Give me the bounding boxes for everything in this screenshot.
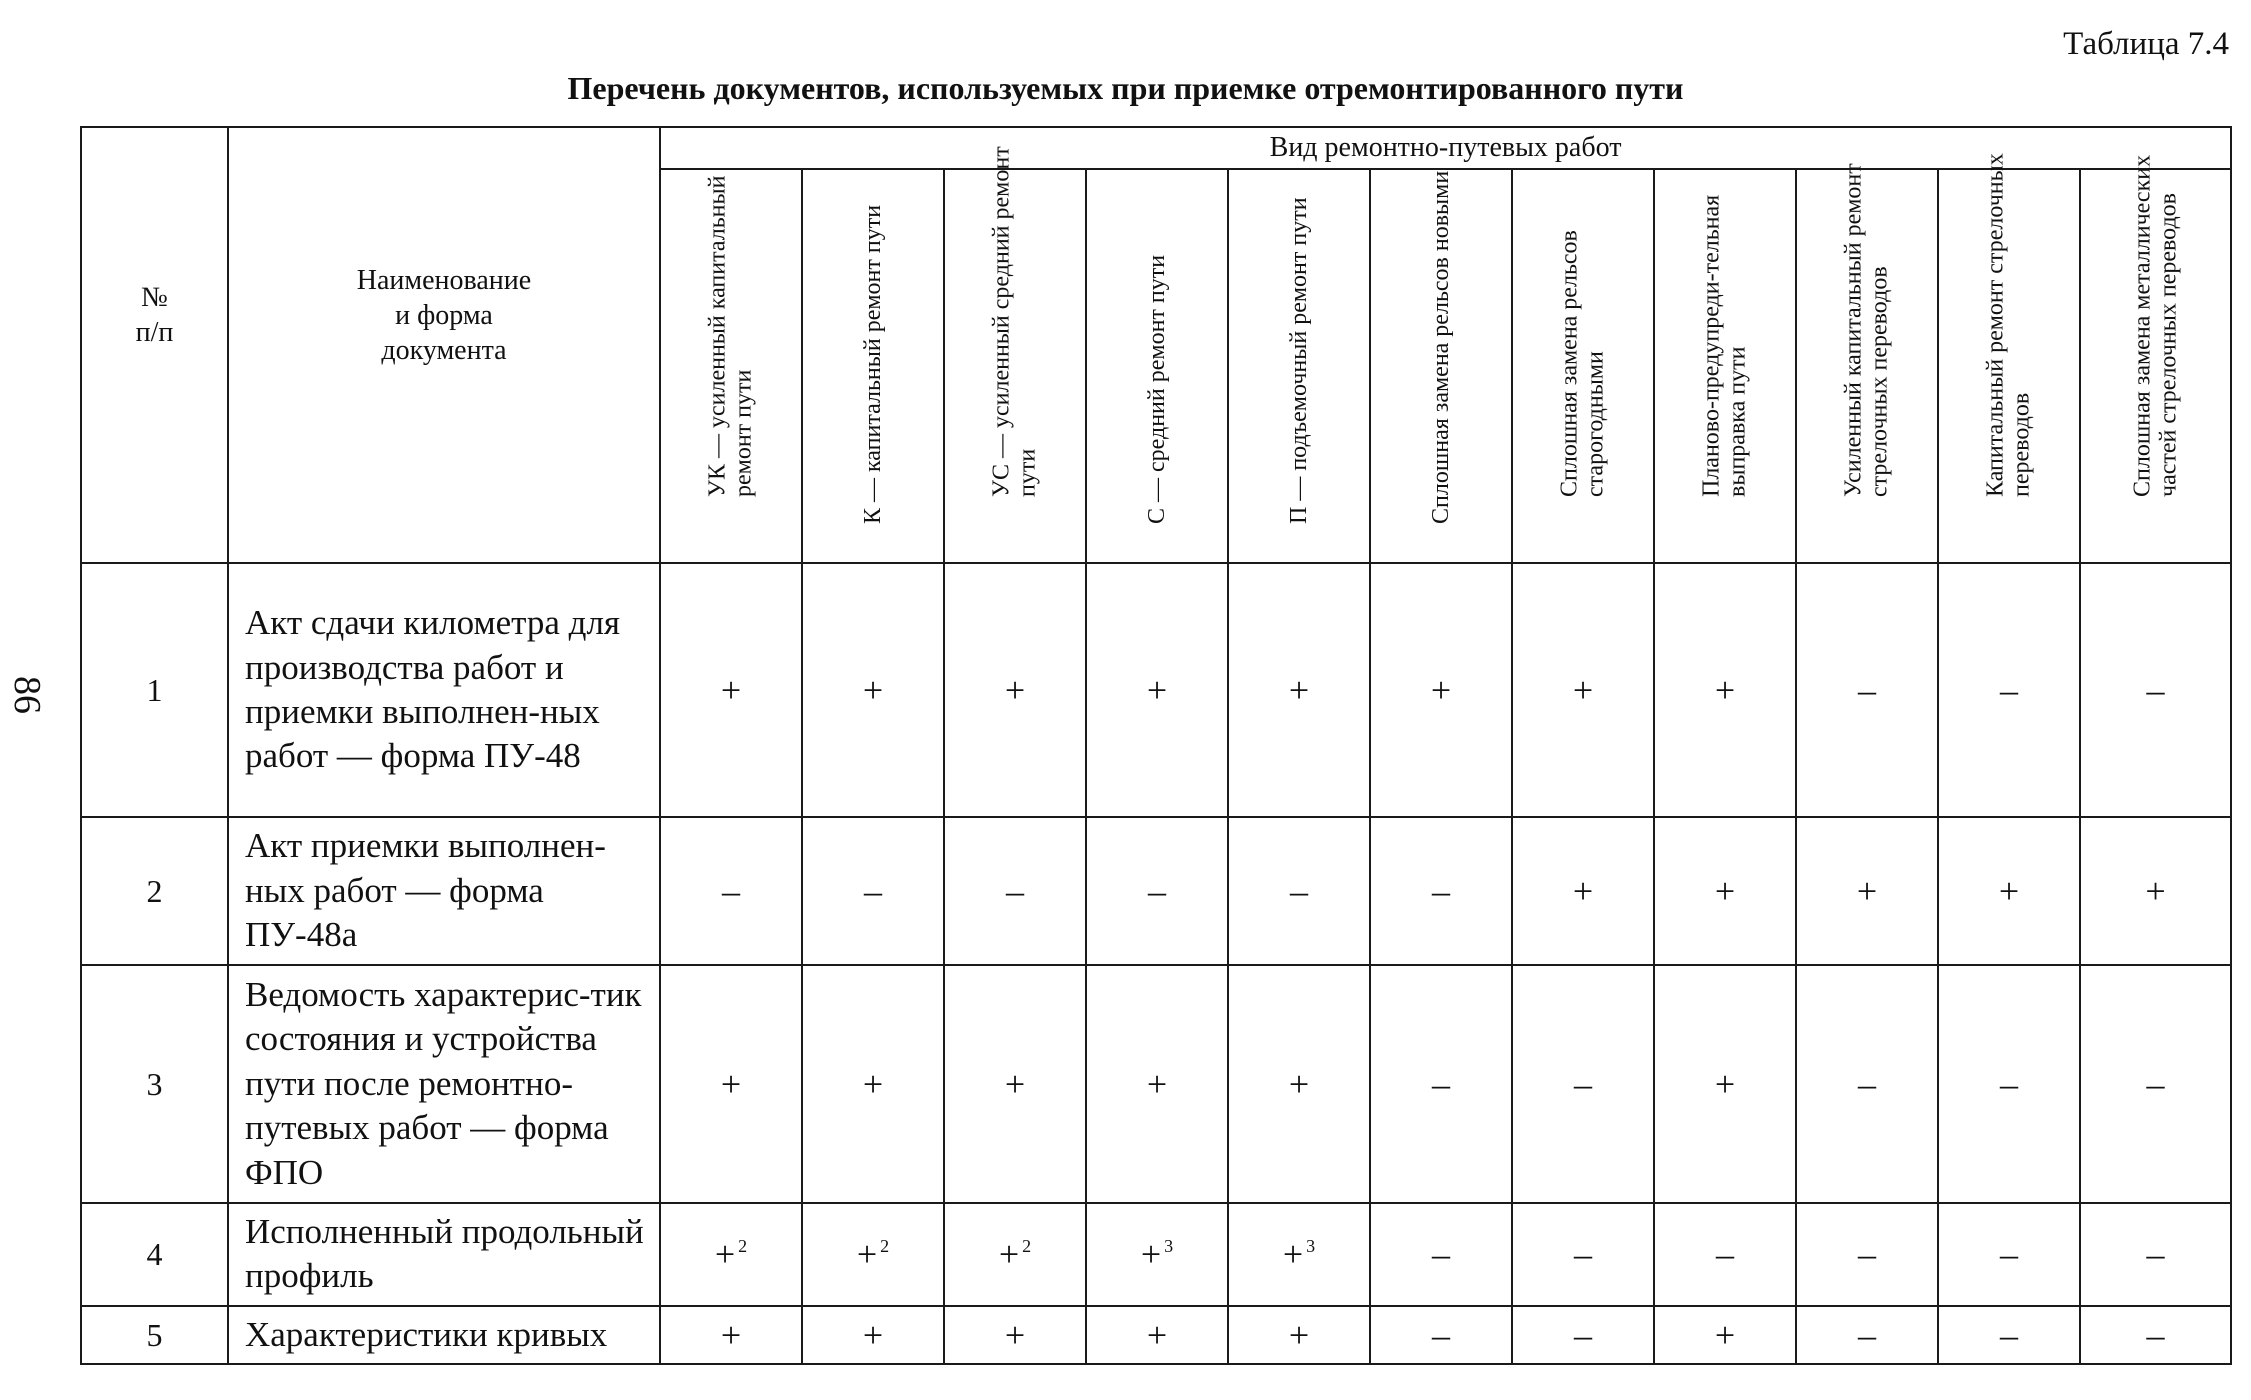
applicability-cell bbox=[1370, 1203, 1512, 1306]
number-column-header bbox=[81, 127, 228, 563]
applicability-mark: – bbox=[2146, 1234, 2165, 1275]
applicability-cell bbox=[944, 563, 1086, 817]
applicability-cell bbox=[1512, 1306, 1654, 1364]
applicability-mark: + bbox=[1714, 670, 1736, 710]
applicability-mark: + bbox=[1572, 871, 1594, 911]
applicability-mark: – bbox=[1432, 1234, 1450, 1275]
applicability-mark: – bbox=[2146, 670, 2165, 710]
applicability-cell bbox=[1086, 965, 1228, 1203]
applicability-mark: + bbox=[720, 1315, 742, 1356]
applicability-mark: – bbox=[2000, 1315, 2018, 1356]
table-row bbox=[81, 817, 2231, 965]
applicability-cell bbox=[1086, 1306, 1228, 1364]
applicability-cell bbox=[1370, 965, 1512, 1203]
applicability-mark: + bbox=[1004, 1315, 1026, 1356]
applicability-mark: – bbox=[1858, 1064, 1876, 1104]
applicability-mark: + bbox=[1146, 670, 1168, 710]
applicability-cell bbox=[802, 1203, 944, 1306]
applicability-mark: – bbox=[1858, 1234, 1876, 1275]
footnote-mark: 3 bbox=[1306, 1236, 1316, 1257]
applicability-cell bbox=[802, 1306, 944, 1364]
applicability-cell bbox=[2080, 1306, 2231, 1364]
applicability-cell bbox=[1938, 817, 2080, 965]
work-type-header bbox=[944, 146, 1086, 563]
document-name: Ведомость характерис-тик состояния и устройства пути после ремонтно-путевых работ — форма ФПО bbox=[228, 965, 660, 1203]
applicability-mark: – bbox=[1716, 1234, 1734, 1275]
work-type-header-label: Планово-предупреди-тельная выправка пути bbox=[1698, 195, 1751, 498]
applicability-mark: + bbox=[1714, 871, 1736, 911]
documents-table bbox=[80, 126, 2232, 1365]
footnote-mark: 3 bbox=[1164, 1236, 1174, 1257]
applicability-mark: + bbox=[1856, 871, 1878, 911]
applicability-cell bbox=[1654, 817, 1796, 965]
applicability-mark: – bbox=[864, 871, 882, 911]
footnote-mark: 2 bbox=[1022, 1236, 1032, 1257]
applicability-cell bbox=[2080, 563, 2231, 817]
applicability-mark: – bbox=[1574, 1234, 1592, 1275]
applicability-mark: – bbox=[1290, 871, 1308, 911]
applicability-mark: + bbox=[1288, 1315, 1310, 1356]
applicability-mark: + bbox=[2145, 871, 2166, 911]
applicability-cell bbox=[660, 1306, 802, 1364]
work-type-header bbox=[660, 169, 802, 563]
row-number: 2 bbox=[81, 817, 228, 965]
applicability-cell bbox=[1796, 817, 1938, 965]
applicability-cell bbox=[1228, 1306, 1370, 1364]
table-row bbox=[81, 965, 2231, 1203]
applicability-mark: + bbox=[714, 1234, 736, 1275]
applicability-cell bbox=[1938, 563, 2080, 817]
applicability-cell bbox=[1938, 1203, 2080, 1306]
work-type-header-label: УК — усиленный капитальный ремонт пути bbox=[704, 175, 757, 498]
work-type-header-label: Капитальный ремонт стрелочных переводов bbox=[1982, 153, 2035, 498]
table-title: Перечень документов, используемых при приемке отремонтированного пути bbox=[567, 70, 1684, 106]
applicability-cell bbox=[1228, 965, 1370, 1203]
document-name: Акт сдачи километра для производства работ и приемки выполнен-ных работ — форма ПУ-48 bbox=[228, 563, 660, 817]
applicability-cell bbox=[660, 563, 802, 817]
applicability-cell bbox=[1512, 965, 1654, 1203]
applicability-cell bbox=[944, 1306, 1086, 1364]
applicability-mark: + bbox=[720, 1064, 742, 1104]
applicability-cell bbox=[1796, 1306, 1938, 1364]
work-type-header bbox=[1512, 169, 1654, 563]
name-column-header bbox=[228, 127, 660, 563]
applicability-cell bbox=[2080, 817, 2231, 965]
applicability-cell bbox=[1228, 1203, 1370, 1306]
work-type-header bbox=[1796, 163, 1938, 563]
applicability-mark: + bbox=[1714, 1315, 1736, 1356]
applicability-cell bbox=[944, 1203, 1086, 1306]
applicability-mark: + bbox=[1004, 670, 1026, 710]
applicability-cell bbox=[1086, 817, 1228, 965]
applicability-mark: – bbox=[1574, 1064, 1592, 1104]
applicability-mark: + bbox=[1140, 1234, 1162, 1275]
applicability-cell bbox=[1086, 1203, 1228, 1306]
applicability-cell bbox=[660, 1203, 802, 1306]
work-type-header bbox=[1086, 169, 1228, 563]
applicability-mark: – bbox=[1006, 871, 1024, 911]
document-name: Акт приемки выполнен-ных работ — форма ПУ-48а bbox=[228, 817, 660, 965]
work-type-header bbox=[1654, 169, 1796, 563]
row-number: 5 bbox=[81, 1306, 228, 1364]
applicability-cell bbox=[660, 817, 802, 965]
applicability-cell bbox=[1370, 1306, 1512, 1364]
applicability-cell bbox=[1654, 1306, 1796, 1364]
applicability-cell bbox=[1938, 965, 2080, 1203]
applicability-cell bbox=[944, 965, 1086, 1203]
applicability-cell bbox=[1654, 563, 1796, 817]
work-type-header-label: Сплошная замена рельсов новыми bbox=[1427, 170, 1454, 524]
document-name: Исполненный продольный профиль bbox=[228, 1203, 660, 1306]
table-row bbox=[81, 1306, 2231, 1364]
row-number: 3 bbox=[81, 965, 228, 1203]
applicability-cell bbox=[1796, 563, 1938, 817]
applicability-mark: + bbox=[1572, 670, 1594, 710]
table-body bbox=[81, 563, 2231, 1364]
applicability-cell bbox=[1512, 817, 1654, 965]
applicability-mark: – bbox=[1432, 1315, 1450, 1356]
work-type-header bbox=[1938, 153, 2080, 563]
applicability-mark: – bbox=[722, 871, 740, 911]
work-type-header-label: УС — усиленный средний ремонт пути bbox=[988, 146, 1041, 498]
applicability-mark: + bbox=[1282, 1234, 1304, 1275]
row-number: 1 bbox=[81, 563, 228, 817]
applicability-mark: – bbox=[2000, 1234, 2018, 1275]
work-type-header-label: П — подъемочный ремонт пути bbox=[1285, 197, 1312, 524]
page-number: 86 bbox=[6, 676, 48, 714]
applicability-mark: + bbox=[862, 1315, 884, 1356]
applicability-mark: – bbox=[1858, 670, 1876, 710]
applicability-cell bbox=[2080, 1203, 2231, 1306]
work-type-header bbox=[802, 169, 944, 563]
applicability-cell bbox=[1654, 1203, 1796, 1306]
applicability-mark: – bbox=[1148, 871, 1166, 911]
footnote-mark: 2 bbox=[738, 1236, 748, 1257]
applicability-cell bbox=[944, 817, 1086, 965]
document-name: Характеристики кривых bbox=[228, 1306, 660, 1364]
applicability-mark: + bbox=[1146, 1315, 1168, 1356]
number-column-header-label: № п/п bbox=[135, 282, 174, 348]
applicability-mark: – bbox=[2146, 1064, 2165, 1104]
footnote-mark: 2 bbox=[880, 1236, 890, 1257]
work-type-header-label: Сплошная замена рельсов старогодными bbox=[1556, 230, 1609, 498]
table-label: Таблица 7.4 bbox=[2063, 26, 2229, 62]
work-type-header bbox=[1228, 169, 1370, 563]
row-number: 4 bbox=[81, 1203, 228, 1306]
applicability-mark: + bbox=[1288, 1064, 1310, 1104]
applicability-cell bbox=[1796, 965, 1938, 1203]
applicability-cell bbox=[802, 817, 944, 965]
work-type-header bbox=[2080, 155, 2231, 563]
applicability-mark: + bbox=[862, 670, 884, 710]
work-type-header-label: С — средний ремонт пути bbox=[1143, 254, 1170, 524]
work-type-header-label: Усиленный капитальный ремонт стрелочных переводов bbox=[1840, 163, 1893, 498]
work-types-group-header: Вид ремонтно-путевых работ bbox=[660, 127, 2231, 169]
applicability-mark: – bbox=[2000, 670, 2018, 710]
applicability-cell bbox=[802, 965, 944, 1203]
applicability-mark: + bbox=[998, 1234, 1020, 1275]
applicability-mark: + bbox=[1714, 1064, 1736, 1104]
applicability-mark: + bbox=[1004, 1064, 1026, 1104]
applicability-mark: – bbox=[1432, 1064, 1450, 1104]
applicability-mark: – bbox=[1574, 1315, 1592, 1356]
name-column-header-label: Наименование и форма документа bbox=[356, 264, 532, 366]
applicability-cell bbox=[1796, 1203, 1938, 1306]
applicability-mark: + bbox=[862, 1064, 884, 1104]
applicability-cell bbox=[1228, 817, 1370, 965]
work-type-header-label: К — капитальный ремонт пути bbox=[859, 204, 886, 524]
applicability-mark: – bbox=[1858, 1315, 1876, 1356]
applicability-mark: + bbox=[856, 1234, 878, 1275]
applicability-mark: – bbox=[2146, 1315, 2165, 1356]
applicability-mark: + bbox=[1288, 670, 1310, 710]
applicability-mark: + bbox=[1146, 1064, 1168, 1104]
table-row bbox=[81, 1203, 2231, 1306]
applicability-mark: – bbox=[1432, 871, 1450, 911]
applicability-cell bbox=[660, 965, 802, 1203]
work-type-header bbox=[1370, 169, 1512, 563]
table-row bbox=[81, 563, 2231, 817]
applicability-mark: + bbox=[1998, 871, 2020, 911]
applicability-mark: – bbox=[2000, 1064, 2018, 1104]
applicability-cell bbox=[1228, 563, 1370, 817]
applicability-cell bbox=[1654, 965, 1796, 1203]
applicability-mark: + bbox=[720, 670, 742, 710]
applicability-cell bbox=[1512, 1203, 1654, 1306]
applicability-cell bbox=[1086, 563, 1228, 817]
applicability-cell bbox=[2080, 965, 2231, 1203]
applicability-cell bbox=[1512, 563, 1654, 817]
applicability-cell bbox=[802, 563, 944, 817]
applicability-cell bbox=[1370, 563, 1512, 817]
work-type-header-label: Сплошная замена металлических частей стрелочных переводов bbox=[2129, 155, 2182, 498]
applicability-mark: + bbox=[1430, 670, 1452, 710]
applicability-cell bbox=[1370, 817, 1512, 965]
applicability-cell bbox=[1938, 1306, 2080, 1364]
